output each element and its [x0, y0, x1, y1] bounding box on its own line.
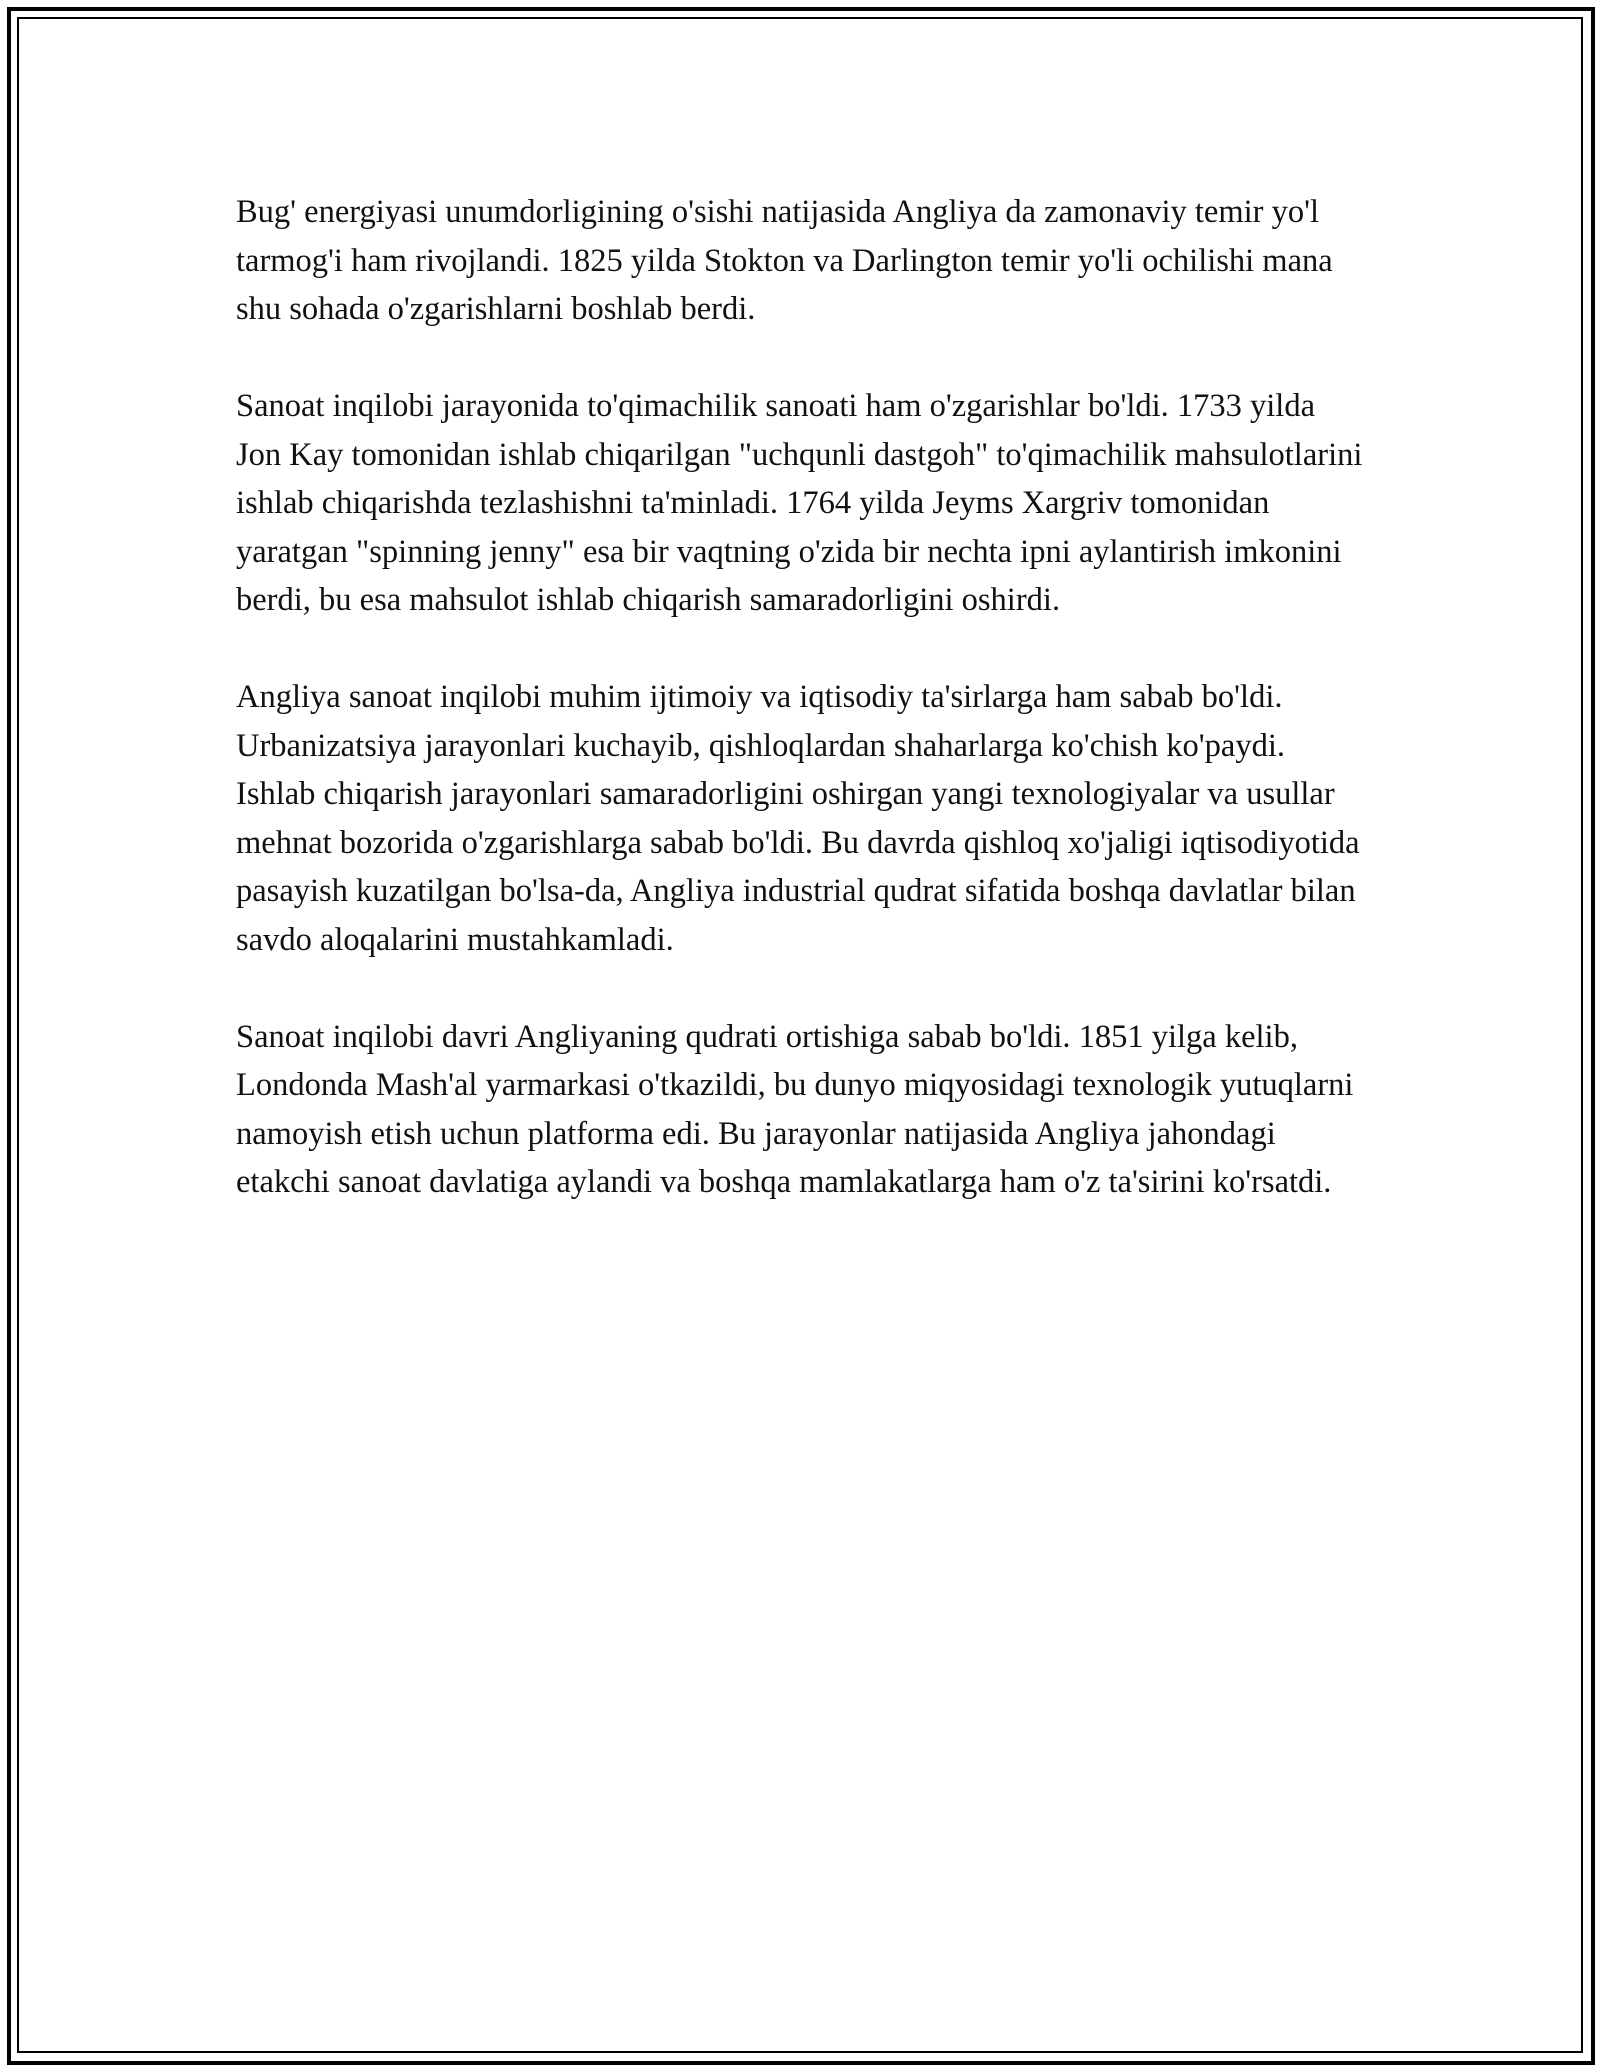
paragraph-textile: Sanoat inqilobi jarayonida to'qimachilik sanoati ham o'zgarishlar bo'ldi. 1733 yilda Jon Kay tomonidan ishlab chiqarilgan "uchqunli dastgoh" to'qimachilik mahsulotlarini ishlab chiqarishda tezlashishni ta'minladi. 1764 yilda Jeyms Xargriv tomonidan yaratgan "spinning jenny" esa bir vaqtning o'zida bir nechta ipni aylantirish imkonini berdi, bu esa mahsulot ishlab chiqarish samaradorligini oshirdi. — [236, 388, 1363, 618]
paragraph-railway: Bug' energiyasi unumdorligining o'sishi natijasida Angliya da zamonaviy temir yo'l tarmog'i ham rivojlandi. 1825 yilda Stokton va Darlington temir yo'li ochilishi mana shu sohada o'zgarishlarni boshlab berdi. — [236, 194, 1333, 327]
paragraph-conclusion: Sanoat inqilobi davri Angliyaning qudrati ortishiga sabab bo'ldi. 1851 yilga kelib, Londonda Mash'al yarmarkasi o'tkazildi, bu dunyo miqyosidagi texnologik yutuqlarni namoyish etish uchun platforma edi. Bu jarayonlar natijasida Angliya jahondagi etakchi sanoat davlatiga aylandi va boshqa mamlakatlarga ham o'z ta'sirini ko'rsatdi. — [236, 1018, 1354, 1200]
paragraph-social-impact: Angliya sanoat inqilobi muhim ijtimoiy va iqtisodiy ta'sirlarga ham sabab bo'ldi. Urbanizatsiya jarayonlari kuchayib, qishloqlardan shaharlarga ko'chish ko'paydi. Ishlab chiqarish jarayonlari samaradorligini oshirgan yangi texnologiyalar va usullar mehnat bozorida o'zgarishlarga sabab bo'ldi. Bu davrda qishloq xo'jaligi iqtisodiyotida pasayish kuzatilgan bo'lsa-da, Angliya industrial qudrat sifatida boshqa davlatlar bilan savdo aloqalarini mustahkamladi. — [236, 679, 1360, 958]
document-body — [236, 188, 1366, 1255]
